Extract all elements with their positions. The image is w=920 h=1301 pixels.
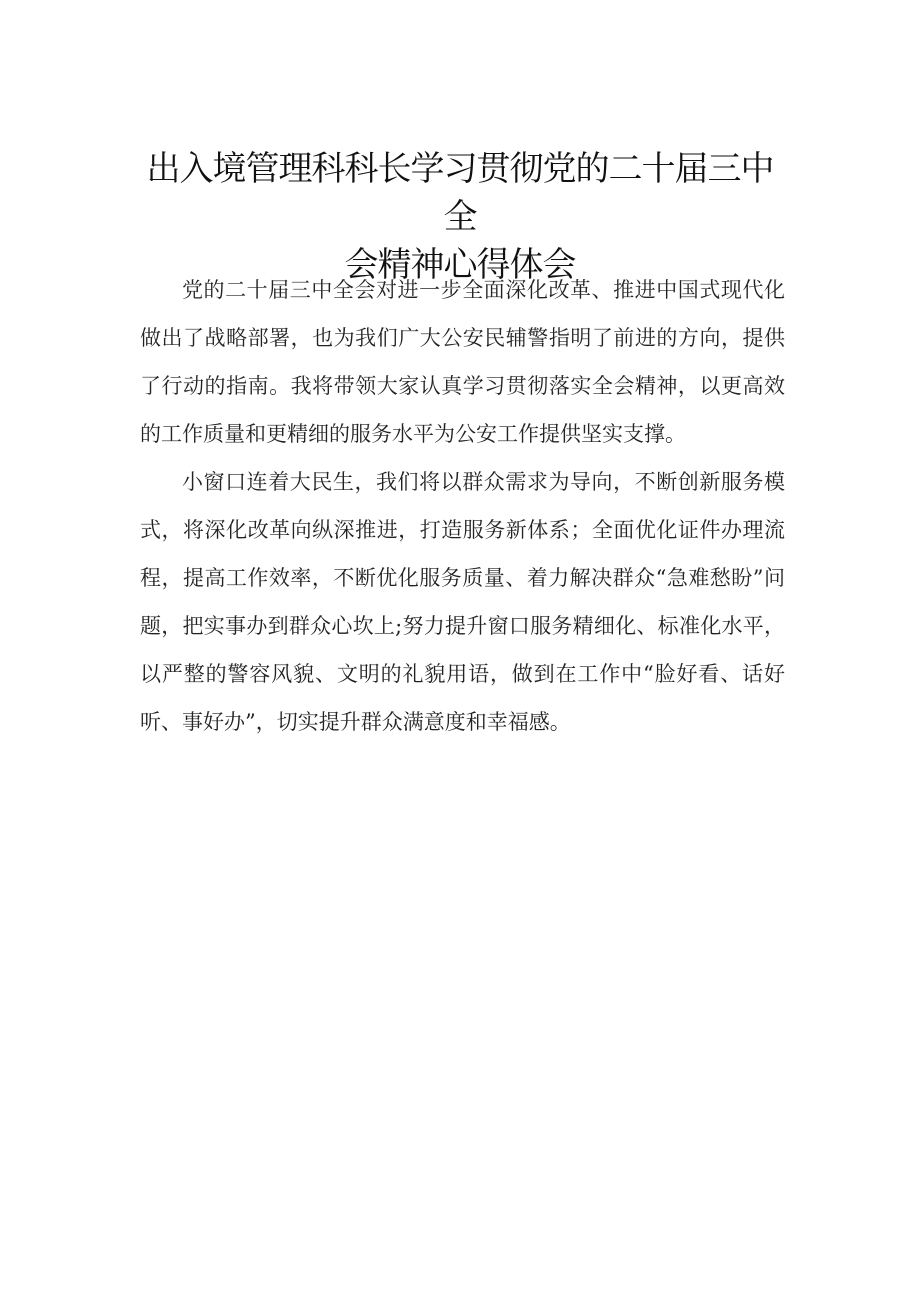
title-line-1: 出入境管理科科长学习贯彻党的二十届三中全 bbox=[146, 149, 774, 237]
document-body bbox=[140, 266, 785, 746]
title-line-2: 会精神心得体会 bbox=[344, 245, 576, 285]
paragraph-2: 小窗口连着大民生，我们将以群众需求为导向，不断创新服务模式，将深化改革向纵深推进，打造服务新体系；全面优化证件办理流程，提高工作效率，不断优化服务质量、着力解决群众“急难愁盼”问题，把实事办到群众心坎上;努力提升窗口服务精细化、标准化水平，以严整的警容风貌、文明的礼貌用语，做到在工作中“脸好看、话好听、事好办”，切实提升群众满意度和幸福感。 bbox=[140, 470, 785, 734]
paragraph-1: 党的二十届三中全会对进一步全面深化改革、推进中国式现代化做出了战略部署，也为我们广大公安民辅警指明了前进的方向，提供了行动的指南。我将带领大家认真学习贯彻落实全会精神，以更高效的工作质量和更精细的服务水平为公安工作提供坚实支撑。 bbox=[140, 278, 785, 446]
